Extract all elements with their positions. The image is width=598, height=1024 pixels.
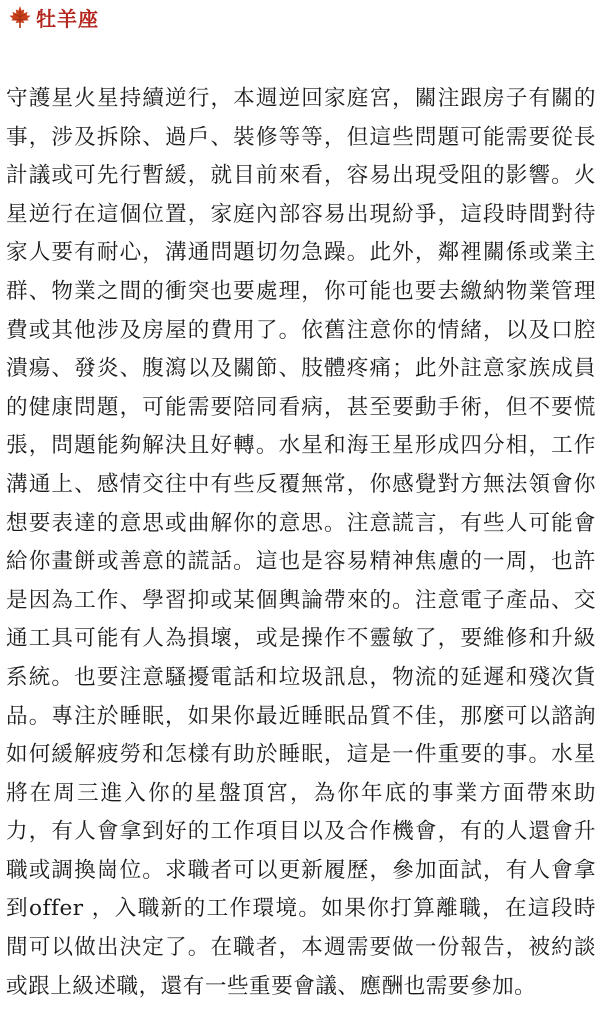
horoscope-body: 守護星火星持續逆行，本週逆回家庭宮，關注跟房子有關的事，涉及拆除、過戶、裝修等等，但這些問題可能需要從長計議或可先行暫緩，就目前來看，容易出現受阻的影響。火星逆行在這個位置，家庭內部容易出現紛爭，這段時間對待家人要有耐心，溝通問題切勿急躁。此外，鄰裡關係或業主群、物業之間的衝突也要處理，你可能也要去繳納物業管理費或其他涉及房屋的費用了。依舊注意你的情緒，以及口腔潰瘍、發炎、腹瀉以及關節、肢體疼痛；此外註意家族成員的健康問題，可能需要陪同看病，甚至要動手術，但不要慌張，問題能夠解決且好轉。水星和海王星形成四分相，工作溝通上、感情交往中有些反覆無常，你感覺對方無法領會你想要表達的意思或曲解你的意思。注意謊言，有些人可能會給你畫餅或善意的謊話。這也是容易精神焦慮的一周，也許是因為工作、學習抑或某個輿論帶來的。注意電子產品、交通工具可能有人為損壞，或是操作不靈敏了，要維修和升級系統。也要注意騷擾電話和垃圾訊息，物流的延遲和殘次貨品。專注於睡眠，如果你最近睡眠品質不佳，那麼可以諮詢如何緩解疲勞和怎樣有助於睡眠，這是一件重要的事。水星將在周三進入你的星盤頂宮，為你年底的事業方面帶來助力，有人會拿到好的工作項目以及合作機會，有的人還會升職或調換崗位。求職者可以更新履歷，參加面試，有人會拿到offer ，入職新的工作環境。如果你打算離職，在這段時間可以做出決定了。在職者，本週需要做一份報告，被約談或跟上級述職，還有一些重要會議、應酬也需要參加。 xyxy=(6,86,596,999)
section-header xyxy=(8,3,99,31)
maple-leaf-icon xyxy=(8,5,32,29)
zodiac-title: 牡羊座 xyxy=(36,6,99,31)
